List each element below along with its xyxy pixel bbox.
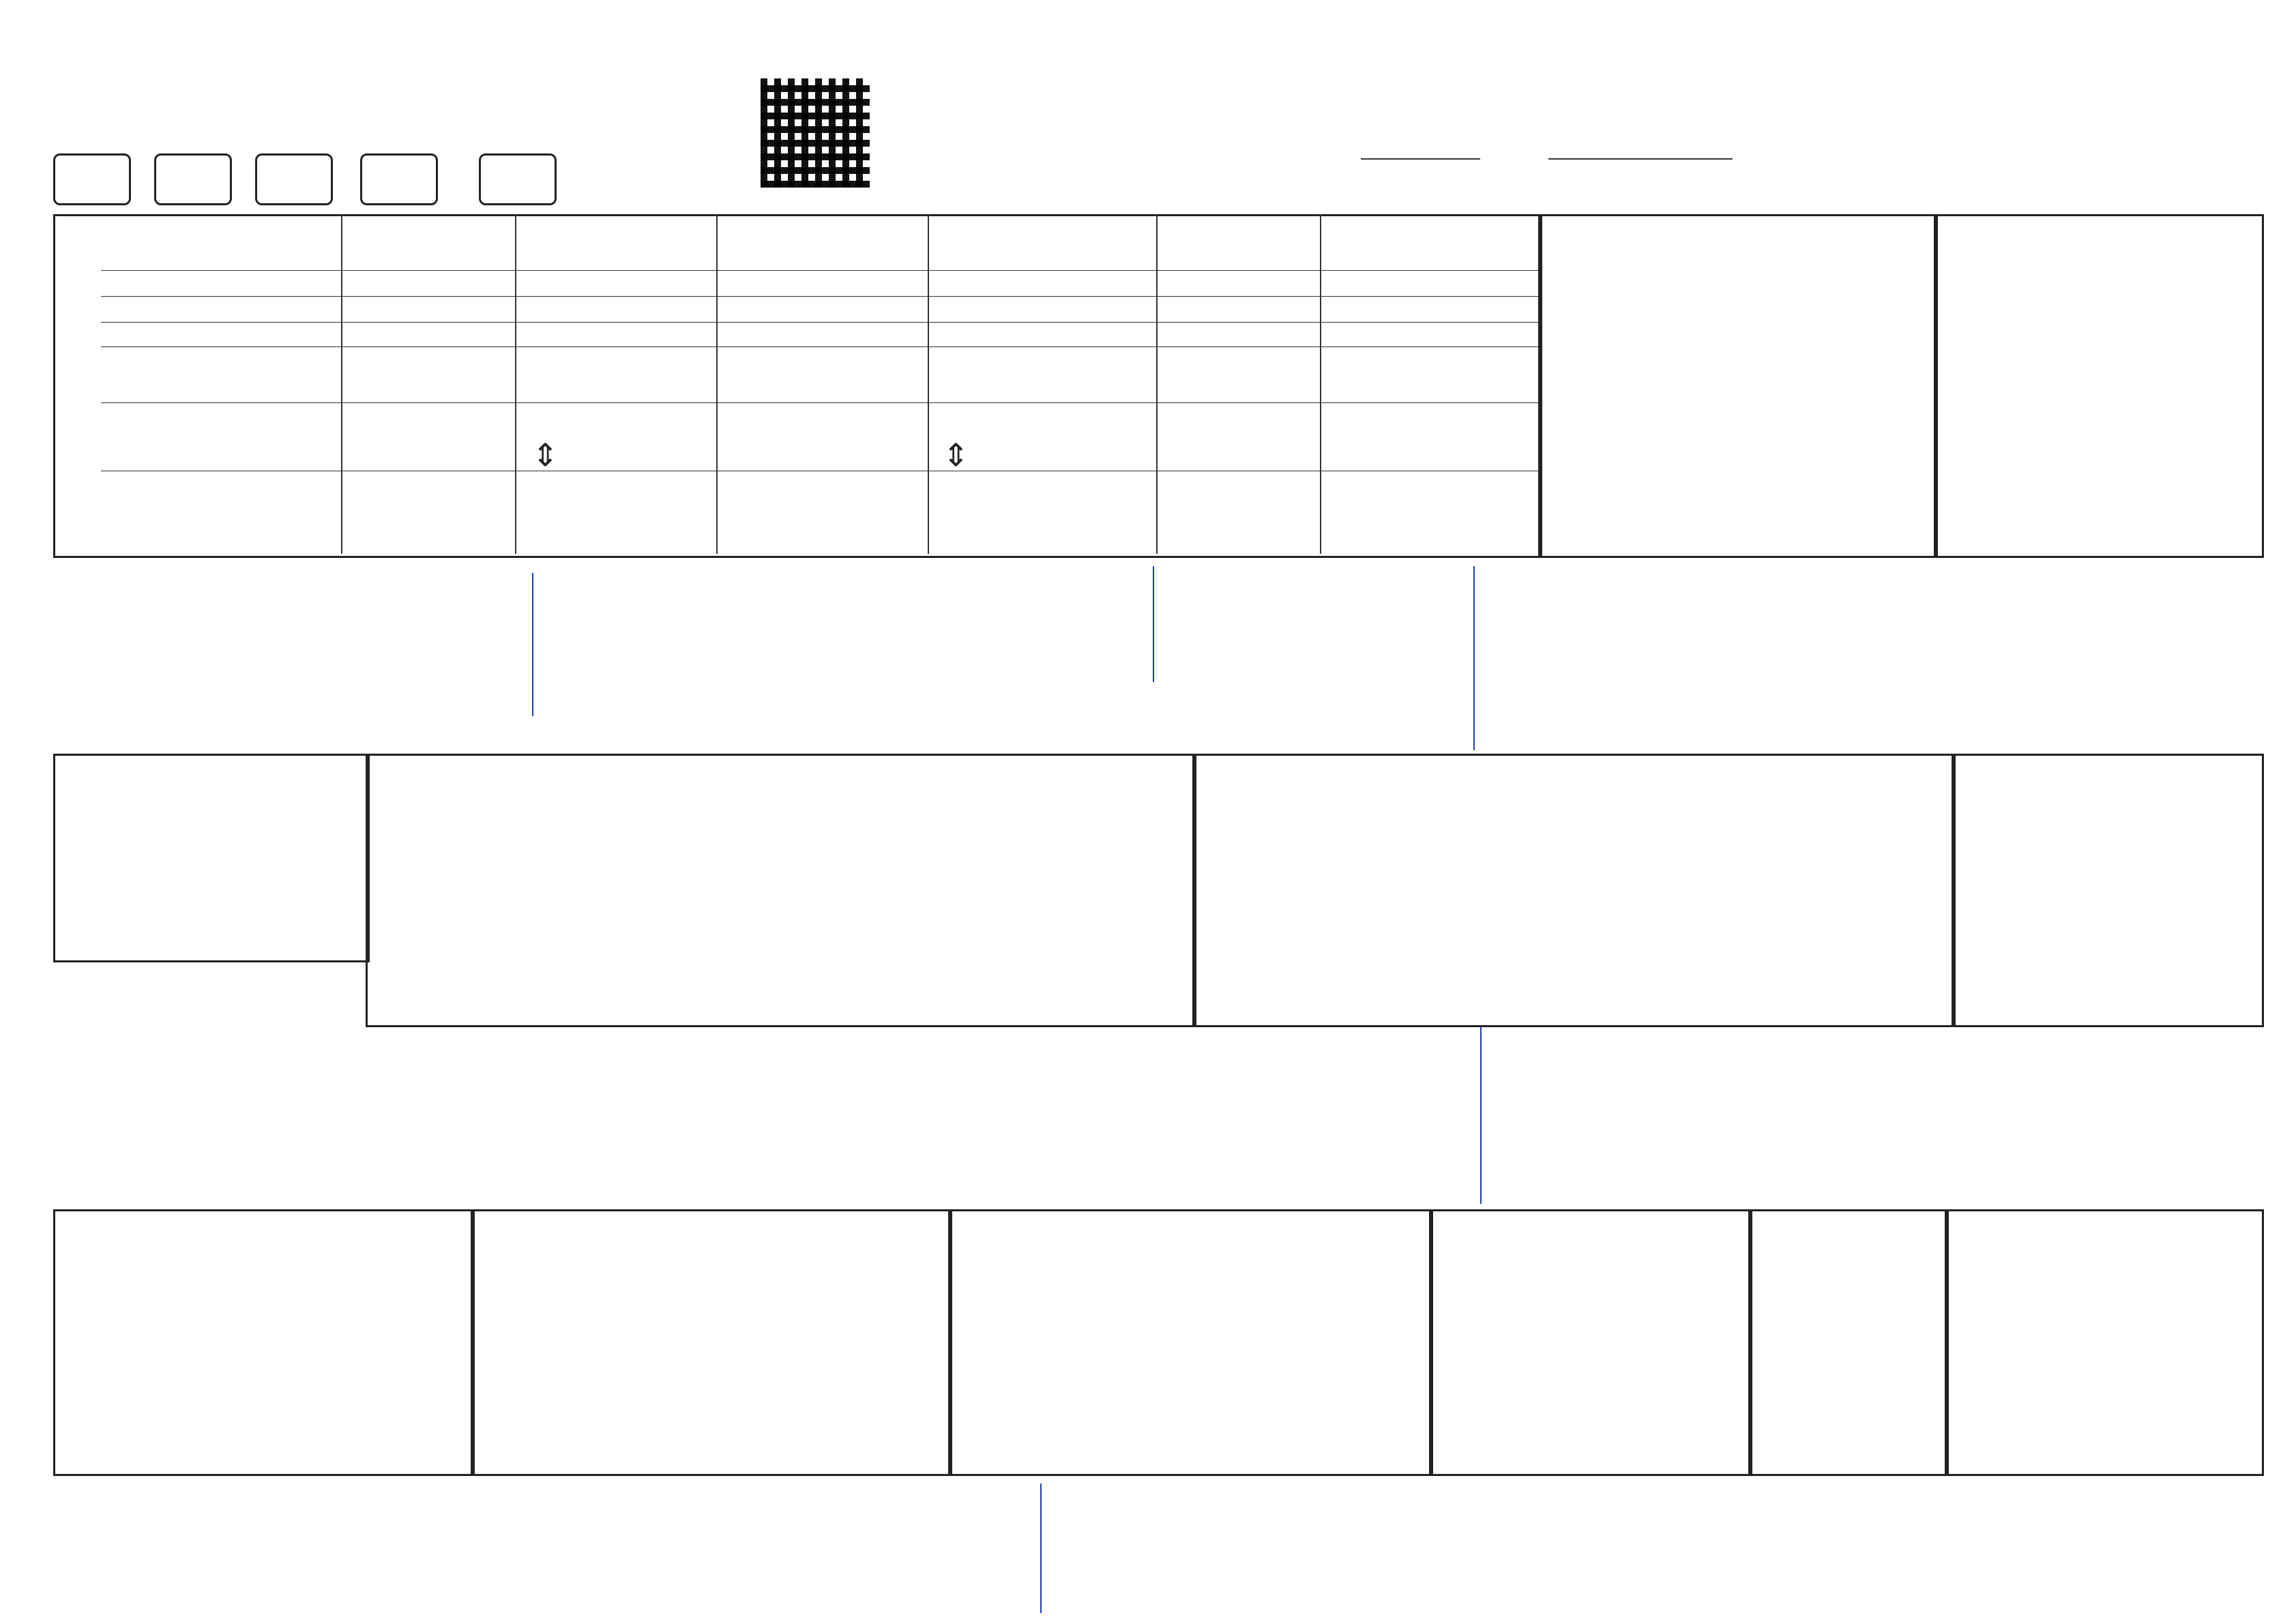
double-arrow-icon: ⇕ xyxy=(532,437,559,473)
rev-report-frame xyxy=(471,1209,952,1476)
opp-disc-frame xyxy=(1192,754,1956,1027)
note-divider xyxy=(1040,1483,1042,1613)
reporter-score-total[interactable] xyxy=(479,153,557,205)
reporter-score-3[interactable] xyxy=(360,153,438,205)
qr-code xyxy=(761,78,870,188)
report-table-frame xyxy=(53,214,1542,558)
report-col-divider xyxy=(515,214,516,554)
reporter-score-2[interactable] xyxy=(255,153,333,205)
note-divider xyxy=(1473,566,1475,750)
rep-answers-frame xyxy=(1934,214,2264,558)
report-row-line xyxy=(101,270,1538,271)
report-col-divider xyxy=(1156,214,1158,554)
note-divider xyxy=(1153,566,1154,682)
rev-answers-frame xyxy=(1945,1209,2264,1476)
rev-missed-frame xyxy=(1748,1209,1949,1476)
report-col-divider xyxy=(928,214,929,554)
note-divider xyxy=(1480,1027,1482,1204)
report-col-divider xyxy=(716,214,718,554)
report-row-line xyxy=(101,346,1538,347)
report-row-line xyxy=(101,322,1538,323)
opp-answers-frame xyxy=(1952,754,2264,1027)
note-divider xyxy=(532,573,533,716)
reporter-score-1[interactable] xyxy=(154,153,232,205)
report-col-divider xyxy=(341,214,342,554)
sign-underline xyxy=(1548,158,1733,160)
rev-disc-frame xyxy=(1429,1209,1752,1476)
double-arrow-icon: ⇕ xyxy=(943,437,969,473)
problem-underline xyxy=(1361,158,1480,160)
rev-questions-frame xyxy=(53,1209,475,1476)
reporter-score-base[interactable] xyxy=(53,153,131,205)
report-row-line xyxy=(101,296,1538,297)
report-row-line xyxy=(101,402,1538,403)
rev-opposition-frame xyxy=(948,1209,1433,1476)
opp-speech-frame xyxy=(366,754,1196,1027)
report-col-divider xyxy=(1320,214,1321,554)
opp-questions-frame xyxy=(53,754,370,962)
disc-opp-frame xyxy=(1538,214,1938,558)
